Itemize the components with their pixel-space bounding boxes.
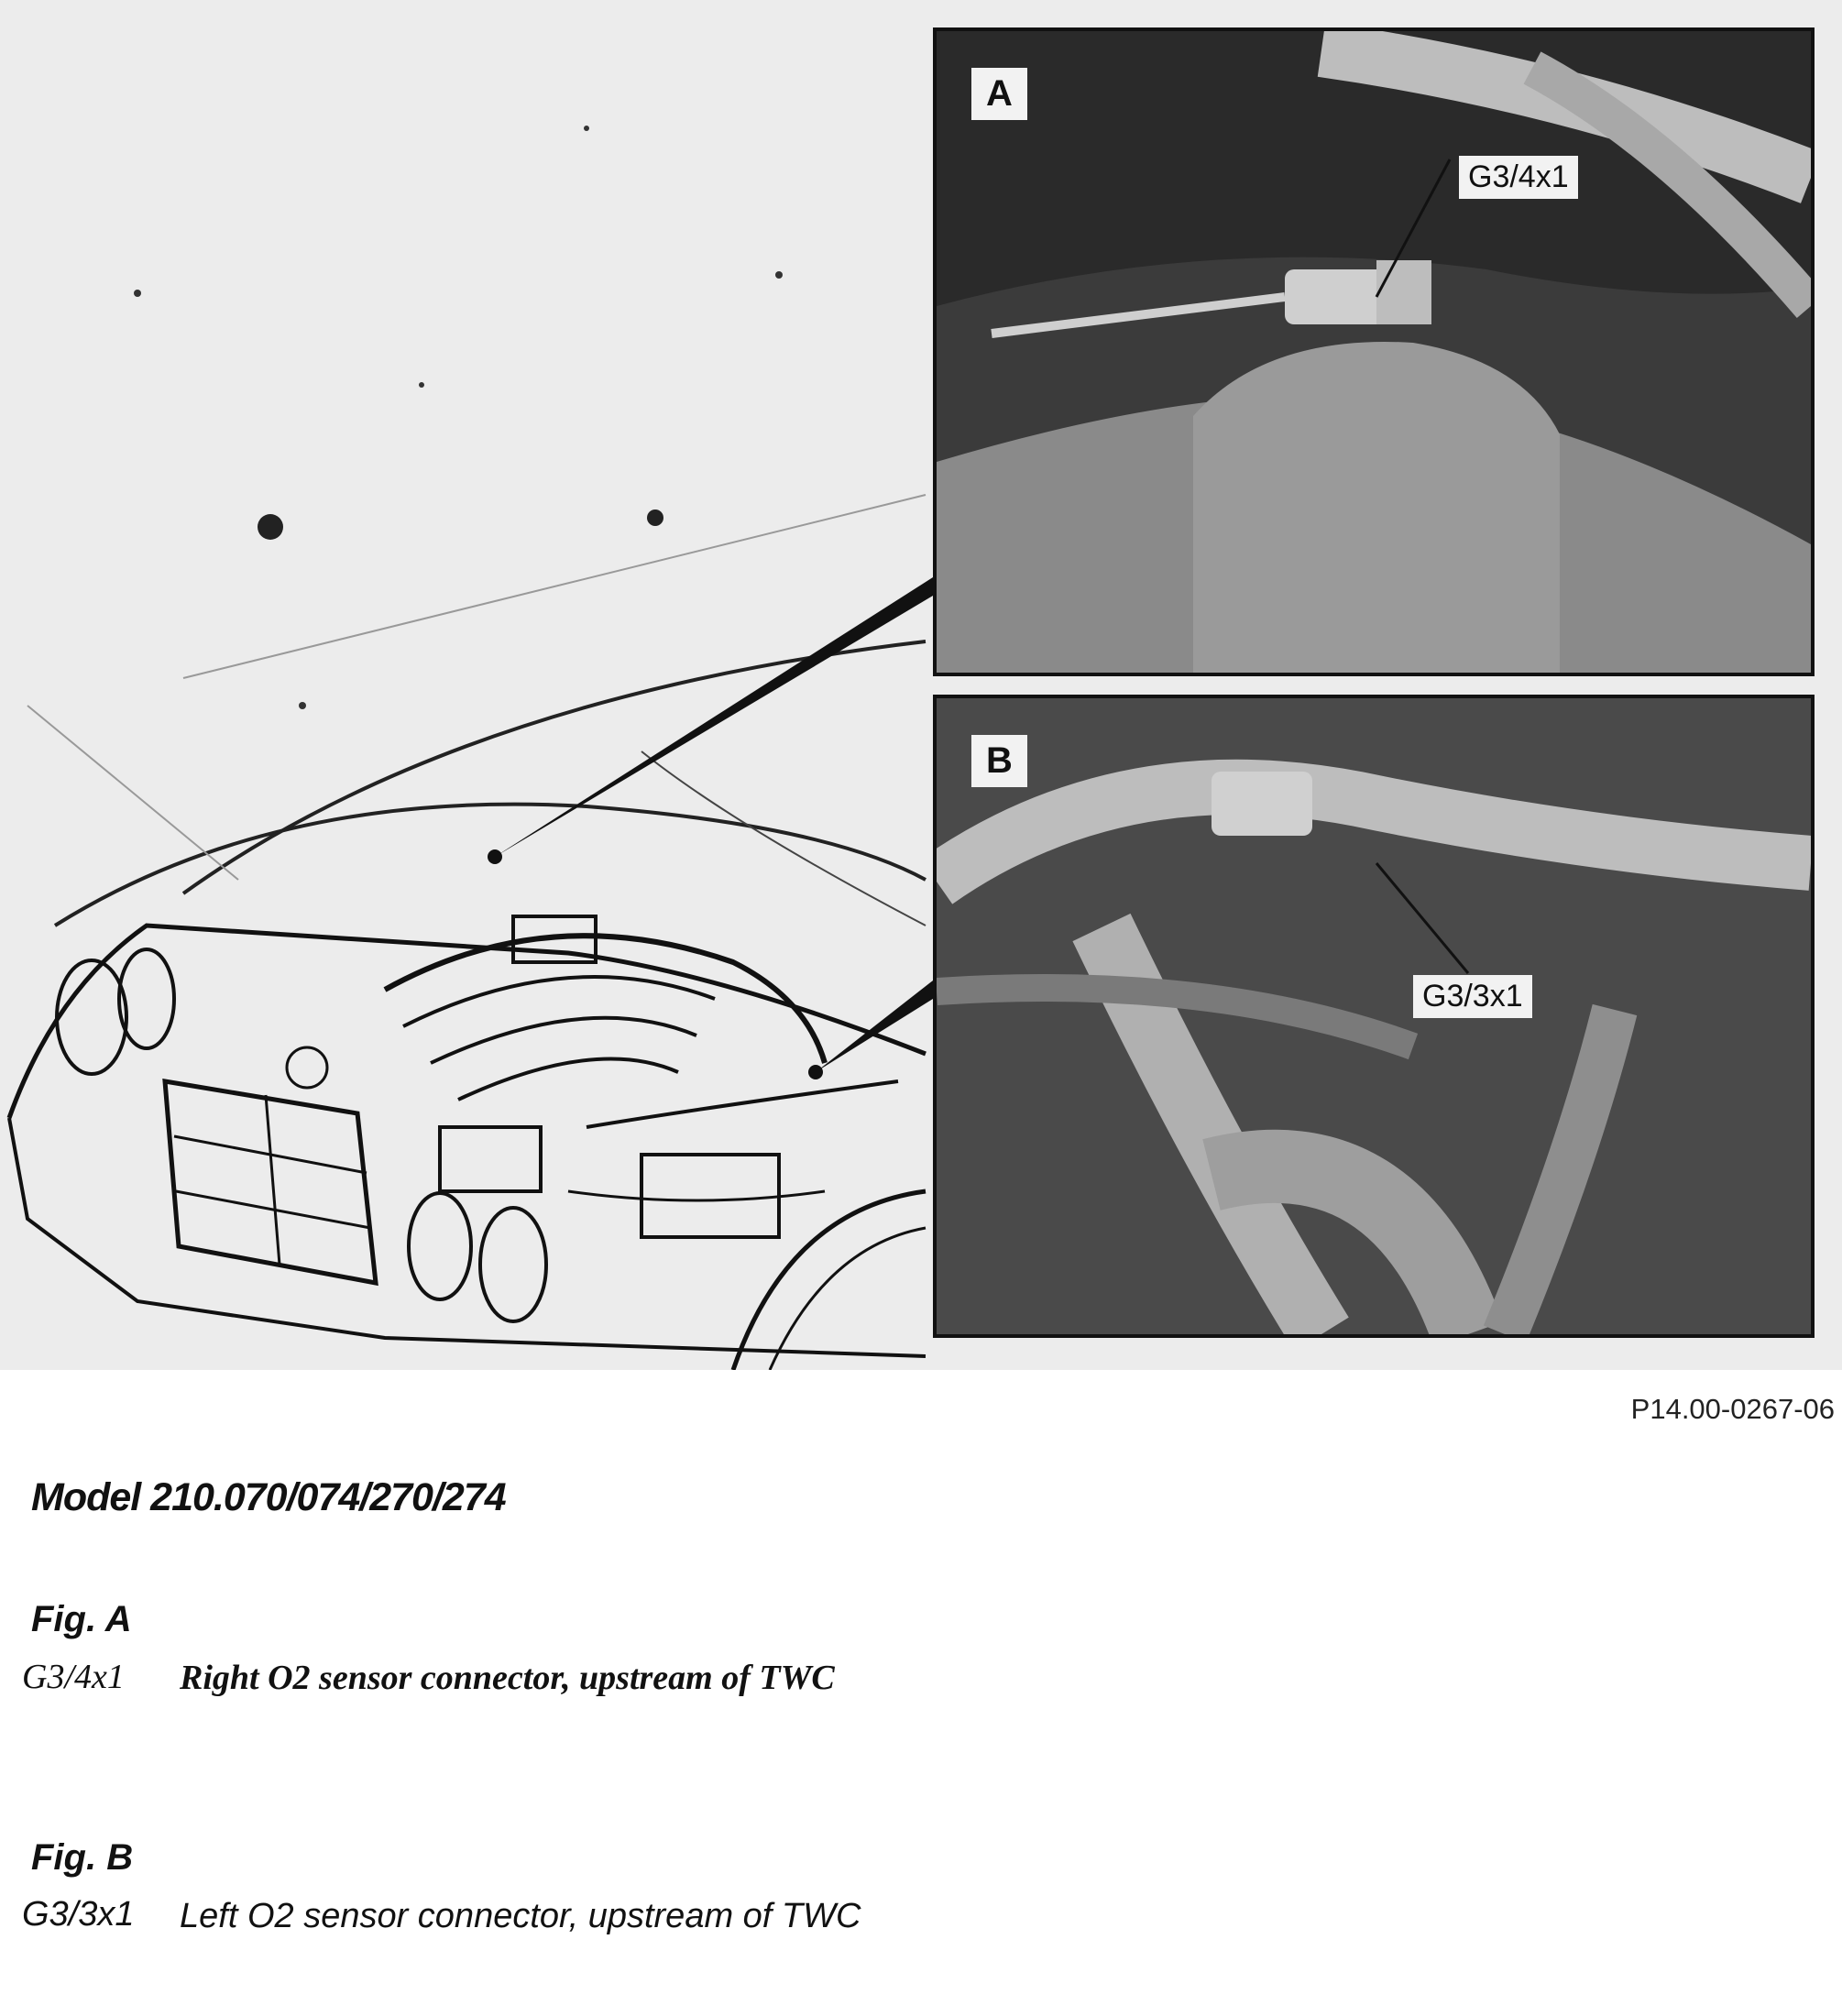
fig-b-label: Fig. B: [31, 1837, 134, 1878]
legend-description-a: Right O2 sensor connector, upstream of TWC: [180, 1659, 835, 1697]
panel-b-letter: B: [971, 735, 1027, 787]
callout-g3-4x1: G3/4x1: [1459, 156, 1578, 199]
legend-description-b: Left O2 sensor connector, upstream of TWC: [180, 1897, 861, 1935]
panel-a-letter: A: [971, 68, 1027, 120]
engine-bay-drawing: [0, 0, 935, 1370]
photo-a-image: [937, 31, 1811, 673]
legend-code-a: G3/4x1: [22, 1658, 125, 1696]
callout-g3-3x1: G3/3x1: [1413, 975, 1532, 1018]
photo-b-image: [937, 698, 1811, 1334]
figure-code: P14.00-0267-06: [1630, 1393, 1835, 1425]
model-title: Model 210.070/074/270/274: [31, 1475, 506, 1519]
photo-panel-b: [933, 695, 1815, 1338]
fig-a-label: Fig. A: [31, 1599, 132, 1639]
legend-code-b: G3/3x1: [22, 1895, 135, 1934]
photo-panel-a: [933, 27, 1815, 676]
